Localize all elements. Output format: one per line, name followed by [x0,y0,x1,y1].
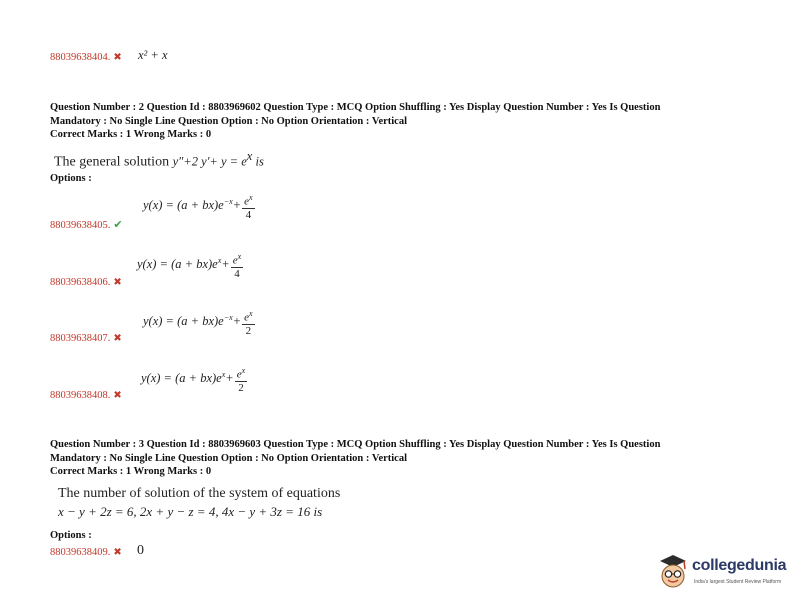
question-equations: x − y + 2z = 6, 2x + y − z = 4, 4x − y + 3z = 16 is [58,504,323,519]
wrong-mark-icon: ✖ [113,52,122,63]
question-text: The general solution y″+2 $y'+ y = e^x$ is [54,149,264,170]
marks-line: Correct Marks : 1 Wrong Marks : 0 [50,129,212,140]
option-id: 88039638407. ✖ [50,333,122,344]
mascot-icon [656,552,690,592]
option-id: 88039638405. ✔ [50,218,123,231]
option-expression: $y(x) = (a + bx)e^x+$ $\frac{e^x}{2}$ [141,366,246,394]
correct-check-icon: ✔ [113,218,123,231]
fraction: $\frac{e^x}{2}$ [244,309,253,337]
wrong-mark-icon: ✖ [113,547,122,558]
option-value: 0 [137,543,144,558]
option-id: 88039638404. ✖ [50,52,122,63]
marks-line: Correct Marks : 1 Wrong Marks : 0 [50,466,212,477]
wrong-mark-icon: ✖ [113,390,122,401]
question-text: The number of solution of the system of equations [58,486,341,501]
wrong-mark-icon: ✖ [113,277,122,288]
option-expression: $y(x) = (a + bx)e^{-x}+$ $\frac{e^x}{2}$ [143,309,253,337]
fraction: $\frac{e^x}{4}$ [244,193,253,221]
options-label: Options : [50,173,92,184]
wrong-mark-icon: ✖ [113,333,122,344]
question-meta: Question Number : 2 Question Id : 8803969602 Question Type : MCQ Option Shuffling : Yes Display Question Number : Yes Is Question Mandatory : No Single Line Question Option : No Option Orientation : Vertical Correct Marks : 1 Wrong Marks : 0 [50,101,750,142]
option-expression: x² + x [138,48,168,62]
option-id: 88039638406. ✖ [50,277,122,288]
options-label: Options : [50,530,92,541]
fraction: $\frac{e^x}{4}$ [232,252,242,280]
collegedunia-logo [656,552,787,596]
question-meta: Question Number : 3 Question Id : 8803969603 Question Type : MCQ Option Shuffling : Yes Display Question Number : Yes Is Question Mandatory : No Single Line Question Option : No Option Orientation : Vertical Correct Marks : 1 Wrong Marks : 0 [50,438,750,479]
fraction: $\frac{e^x}{2}$ [236,366,246,394]
logo-wordmark: collegedunia [692,557,787,574]
option-id: 88039638408. ✖ [50,390,122,401]
option-expression: $y(x) = (a + bx)e^{-x}+$ $\frac{e^x}{4}$ [143,193,253,221]
option-expression: $y(x) = (a + bx)e^x+$ $\frac{e^x}{4}$ [137,252,242,280]
logo-tagline: India's largest Student Review Platform [694,579,782,585]
option-id: 88039638409. ✖ [50,547,122,558]
